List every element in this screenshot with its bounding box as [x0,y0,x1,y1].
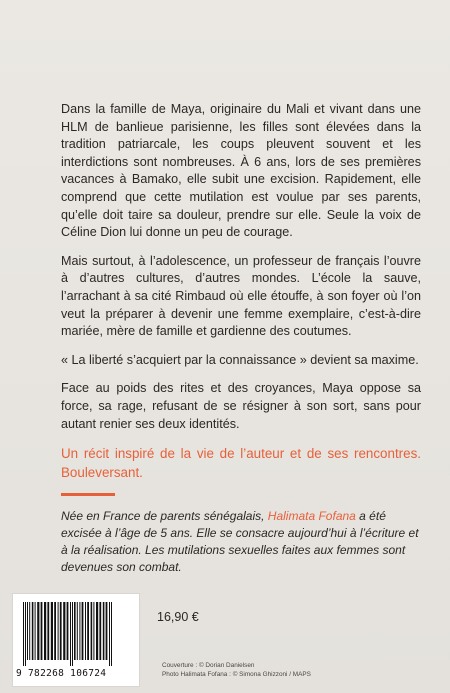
accent-divider [61,493,115,496]
bio-intro: Née en France de parents sénégalais, [61,509,268,523]
bio-rest: a été excisée à l’âge de 5 ans. Elle se consacre aujourd’hui à l’écriture et à la réalisation. Les mutilations sexuelles faites aux femmes sont devenues son combat. [61,509,419,574]
synopsis-paragraph-1: Dans la famille de Maya, originaire du Mali et vivant dans une HLM de banlieue parisienne, les filles sont élevées dans la tradition patriarcale, les coups pleuvent souvent et les interdictions sont nombreuses. À 6 ans, lors de ses premières vacances à Bamako, elle subit une excision. Rapidement, elle comprend que cette mutilation est voulue par ses parents, qu’elle doit taire sa douleur, prendre sur elle. Seule la voix de Céline Dion lui donne un peu de courage. [61,102,421,240]
synopsis [61,101,421,493]
isbn-number: 9 782268 106724 [16,668,107,679]
synopsis-paragraph-3: « La liberté s’acquiert par la connaissance » devient sa maxime. [61,352,419,367]
synopsis-paragraph-2: Mais surtout, à l’adolescence, un professeur de français l’ouvre à d’autres cultures, d’autres mondes. L’école la sauve, l’arrachant à sa cité Rimbaud où elle étouffe, à son foyer où l’on veut la préparer à devenir une femme exemplaire, c’est-à-dire mariée, mère de famille et gardienne des coutumes. [61,253,421,339]
barcode-icon [21,602,131,666]
cover-credit: Couverture : © Dorian Danielsen [162,662,255,669]
image-credits [162,661,311,679]
photo-credit: Photo Halimata Fofana : © Simona Ghizzoni / MAPS [162,671,311,678]
price: 16,90 € [157,610,199,624]
author-name: Halimata Fofana [267,509,356,523]
barcode [12,593,140,687]
author-bio [61,508,421,576]
tagline: Un récit inspiré de la vie de l’auteur et de ses rencontres. Bouleversant. [61,446,421,481]
synopsis-paragraph-4: Face au poids des rites et des croyances, Maya oppose sa force, sa rage, refusant de se résigner à son sort, sans pour autant renier ses deux identités. [61,381,421,431]
